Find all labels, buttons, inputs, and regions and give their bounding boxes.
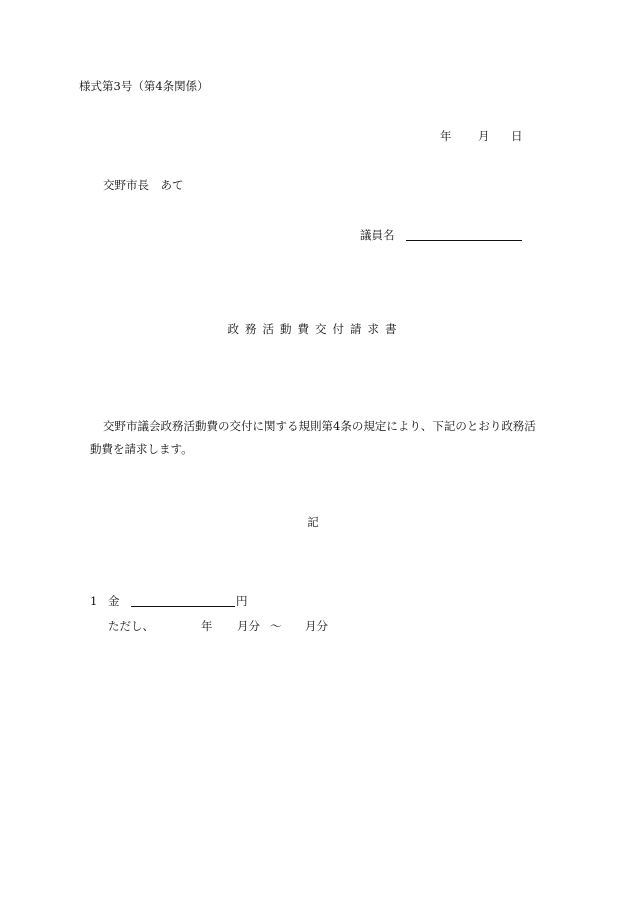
- amount-label: 金: [108, 594, 120, 608]
- body-line-2: 動費を請求します。: [90, 442, 193, 456]
- date-month-label: 月: [478, 129, 490, 143]
- document-title: 政務活動費交付請求書: [227, 322, 403, 336]
- period-year-label: 年: [201, 619, 213, 633]
- ki-heading: 記: [307, 515, 319, 529]
- body-line-1: 交野市議会政務活動費の交付に関する規則第4条の規定により、下記のとおり政務活: [103, 419, 536, 433]
- body-text: [90, 415, 560, 461]
- member-name-label: 議員名: [360, 228, 395, 242]
- item-number: 1: [90, 594, 98, 608]
- period-label: ただし、: [108, 619, 154, 633]
- period-separator: ～: [270, 619, 282, 633]
- amount-field[interactable]: [131, 606, 235, 607]
- date-year-label: 年: [440, 129, 452, 143]
- addressee: 交野市長 あて: [103, 178, 184, 192]
- date-day-label: 日: [511, 129, 523, 143]
- period-to-month-label: 月分: [305, 619, 328, 633]
- member-name-field[interactable]: [406, 240, 522, 241]
- amount-unit: 円: [236, 594, 248, 608]
- period-from-month-label: 月分: [237, 619, 260, 633]
- form-number: 様式第3号（第4条関係）: [79, 79, 209, 93]
